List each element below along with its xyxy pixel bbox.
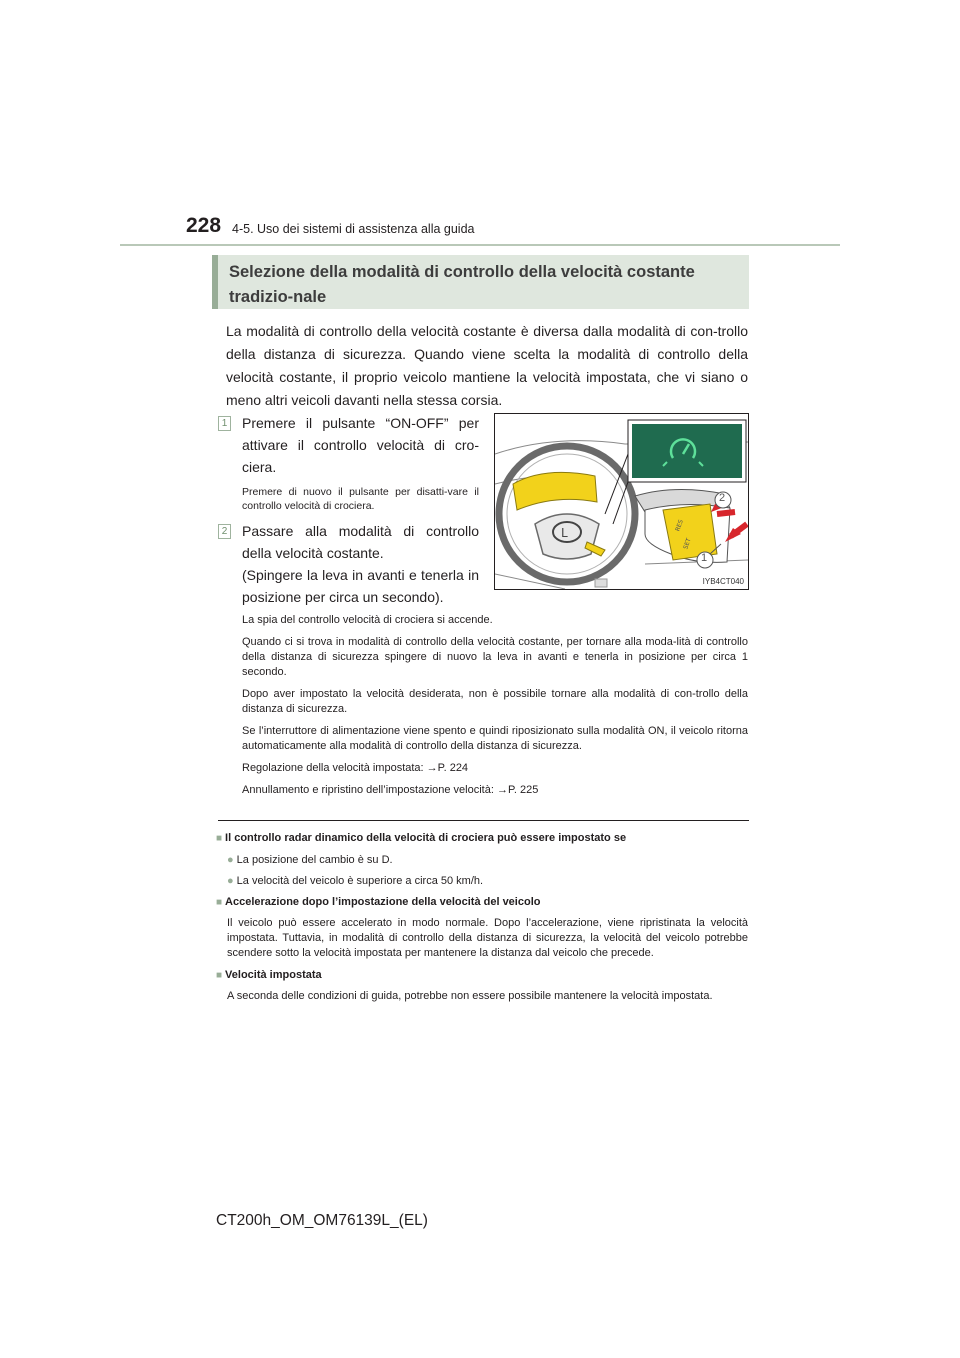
square-bullet-icon: ■ [216,833,223,844]
page-number: 228 [186,214,222,237]
intro-paragraph: La modalità di controllo della velocità costante è diversa dalla modalità di con-trollo della distanza di sicurezza. Quando viene scelta la modalità di controllo della velocità costante, il proprio veicolo mantiene la velocità impostata, che vi siano o meno altri veicoli davanti nella stessa corsia. [226,323,748,408]
steering-wheel-illustration [495,414,748,589]
info-paragraph-acceleration: Il veicolo può essere accelerato in modo normale. Dopo l’accelerazione, viene ripristinata la velocità impostata. Tuttavia, in modalità di controllo della distanza di sicurezza, la velocità del veicolo potrebbe scendere sotto la velocità impostata per mantenere la distanza dal veicolo che precede. [227,917,748,959]
header-rule [120,244,840,246]
info-heading-conditions: ■ Il controllo radar dinamico della velocità di crociera può essere impostato se [216,832,627,844]
note-item: Annullamento e ripristino dell’impostazione velocità: →P. 225 [242,784,539,796]
square-bullet-icon: ■ [216,970,223,981]
step-2-text-detail: (Spingere la leva in avanti e tenerla in posizione per circa un secondo). [242,567,479,605]
svg-text:RES: RES [674,518,685,533]
section-title: 4-5. Uso dei sistemi di assistenza alla guida [232,222,475,236]
figure-code: IYB4CT040 [702,577,744,586]
note-item: Se l’interruttore di alimentazione viene spento e quindi riposizionato sulla modalità ON, il veicolo ritorna automaticamente alla modalità di controllo della distanza di sicurezza. [242,725,748,752]
info-heading-acceleration: ■ Accelerazione dopo l’impostazione della velocità del veicolo [216,896,541,908]
footer-code: CT200h_OM_OM76139L_(EL) [216,1212,428,1229]
square-bullet-icon: ■ [216,897,223,908]
step-number-1: 1 [218,416,231,431]
svg-text:SET: SET [682,537,693,551]
step-2-text: Passare alla modalità di controllo della velocità costante. [242,523,479,561]
step-number-2: 2 [218,524,231,539]
note-item: Dopo aver impostato la velocità desiderata, non è possibile tornare alla modalità di con-trollo della distanza di sicurezza. [242,688,748,715]
step-1-note: Premere di nuovo il pulsante per disatti-vare il controllo velocità di crociera. [242,486,479,512]
section-divider [218,820,749,821]
dot-bullet-icon: ● [227,875,234,887]
section-heading [212,255,749,309]
info-paragraph-set-speed: A seconda delle condizioni di guida, potrebbe non essere possibile mantenere la velocità impostata. [227,990,713,1002]
figure-callout-2: 2 [719,492,726,504]
section-heading-text: Selezione della modalità di controllo della velocità costante tradizio-nale [229,263,695,306]
step-1-text: Premere il pulsante “ON-OFF” per attivare il controllo velocità di cro-ciera. [242,415,479,475]
figure-callout-1: 1 [701,552,708,564]
note-item: Regolazione della velocità impostata: →P. 224 [242,762,469,774]
bullet-item: ● La posizione del cambio è su D. [227,854,393,866]
note-item: La spia del controllo velocità di crociera si accende. [242,614,493,626]
info-heading-set-speed: ■ Velocità impostata [216,969,322,981]
note-item: Quando ci si trova in modalità di controllo della velocità costante, per tornare alla moda-lità di controllo della distanza di sicurezza spingere di nuovo la leva in avanti e tenerla in posizione per circa 1 secondo. [242,636,748,678]
bullet-item: ● La velocità del veicolo è superiore a circa 50 km/h. [227,875,484,887]
dot-bullet-icon: ● [227,854,234,866]
info-block [216,830,748,1010]
notes-block [242,613,748,805]
svg-text:L: L [561,526,568,540]
cruise-control-figure [494,413,749,590]
